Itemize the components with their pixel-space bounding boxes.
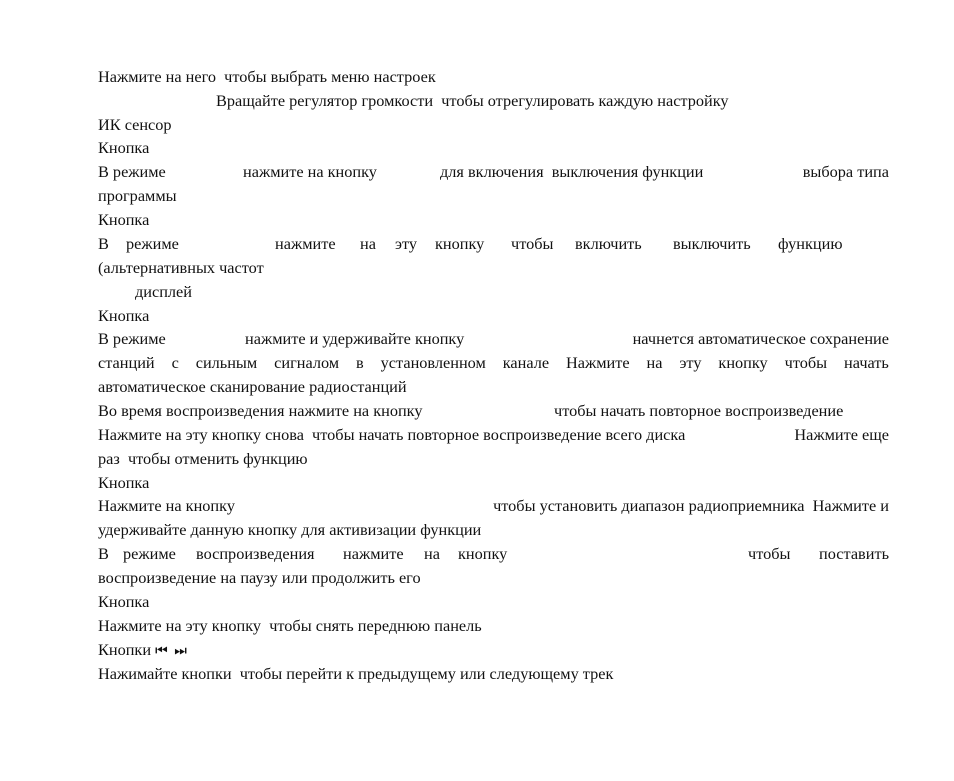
- text-line: ИК сенсор: [98, 115, 172, 134]
- heading-knopka: Кнопка: [98, 138, 150, 157]
- text-line: раз чтобы отменить функцию: [98, 449, 308, 468]
- text-line: Нажмите на кнопку чтобы установить диапазон радиоприемника Нажмите и: [98, 496, 889, 515]
- text-line: Нажмите на него чтобы выбрать меню настроек: [98, 67, 436, 86]
- text-line: удерживайте данную кнопку для активизации функции: [98, 520, 482, 539]
- heading-knopka: Кнопка: [98, 592, 150, 611]
- prev-next-track-icon: ⏮ ⏭: [155, 643, 188, 659]
- text-line: Нажмите на эту кнопку снова чтобы начать повторное воспроизведение всего диска Нажмите еще: [98, 425, 889, 444]
- text-line: В режиме нажмите на эту кнопку чтобы включить выключить функцию: [98, 234, 843, 253]
- text-line: Нажмите на эту кнопку чтобы снять переднюю панель: [98, 616, 482, 635]
- text-line: В режиме воспроизведения нажмите на кнопку чтобы поставить: [98, 544, 889, 563]
- heading-knopka: Кнопка: [98, 306, 150, 325]
- heading-knopka: Кнопка: [98, 473, 150, 492]
- heading-knopki: Кнопки ⏮ ⏭: [98, 640, 188, 659]
- text-line: дисплей: [135, 282, 193, 301]
- text-line: В режиме нажмите и удерживайте кнопку начнется автоматическое сохранение: [98, 329, 889, 348]
- text-line: Нажимайте кнопки чтобы перейти к предыдущему или следующему трек: [98, 664, 614, 683]
- text-line: станций с сильным сигналом в установленном канале Нажмите на эту кнопку чтобы начать: [98, 353, 889, 372]
- text-line: автоматическое сканирование радиостанций: [98, 377, 407, 396]
- text-line: программы: [98, 186, 177, 205]
- text-line: В режиме нажмите на кнопку для включения выключения функции выбора типа: [98, 162, 889, 181]
- text-line: Во время воспроизведения нажмите на кнопку чтобы начать повторное воспроизведение: [98, 401, 844, 420]
- text-line: Вращайте регулятор громкости чтобы отрегулировать каждую настройку: [216, 91, 729, 110]
- heading-knopka: Кнопка: [98, 210, 150, 229]
- text-line: воспроизведение на паузу или продолжить его: [98, 568, 421, 587]
- text-line: (альтернативных частот: [98, 258, 264, 277]
